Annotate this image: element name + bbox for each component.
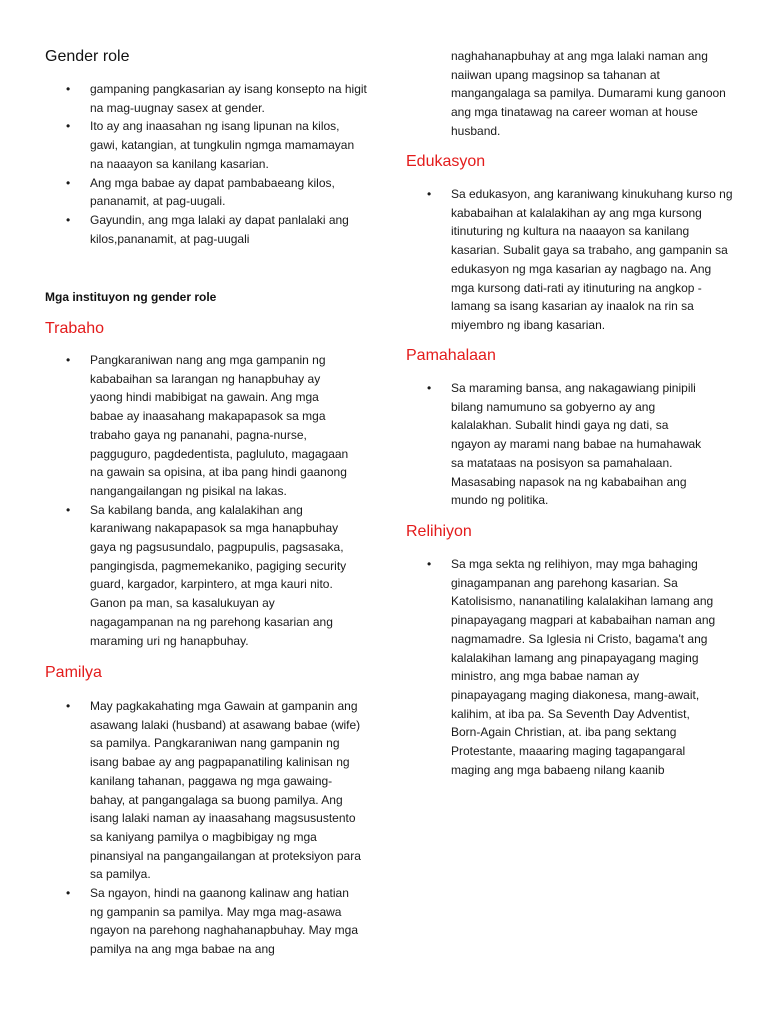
- institutions-heading: Mga instituyon ng gender role: [45, 290, 217, 304]
- bullet-icon: •: [427, 187, 432, 201]
- relihiyon-list: [406, 555, 716, 779]
- bullet-icon: •: [66, 119, 71, 134]
- edukasyon-list: [406, 185, 734, 335]
- bullet-icon: •: [66, 82, 71, 96]
- list-item: • Sa ngayon, hindi na gaanong kalinaw ang hatian ng gampanin sa pamilya. May mga mag-asawa ngayon na parehong naghahanapbuhay. May mga pamilya na ang mga babae na ang: [66, 886, 358, 957]
- relihiyon-heading: Relihiyon: [406, 523, 472, 540]
- pamahalaan-list: [406, 379, 706, 510]
- bullet-icon: •: [66, 699, 71, 713]
- edukasyon-heading: Edukasyon: [406, 153, 486, 170]
- gender-role-list: [45, 80, 367, 248]
- list-item: • Sa mga sekta ng relihiyon, may mga bahaging ginagampanan ang parehong kasarian. Sa Katolisismo, nananatiling kalalakihan lamang ang pinapayagang magpari at kababaihan naman ang nagmamadre. Sa Iglesia ni Cristo, bagama't ang kalalakihan lamang ang pinapayagang maging ministro, ang mga babae naman ay pinapayagang maging diakonesa, mang-await, kalihim, at iba pa. Sa Seventh Day Adventist, Born-Again Christian, at. iba pang sektang Protestante, maaaring maging tagapangaral maging ang mga babaeng nilang kaanib: [427, 557, 716, 777]
- bullet-icon: •: [66, 502, 71, 517]
- trabaho-heading: Trabaho: [45, 320, 104, 337]
- list-item: • gampaning pangkasarian ay isang konsepto na higit na mag-uugnay sasex at gender.: [66, 82, 367, 115]
- continuation-paragraph: naghahanapbuhay at ang mga lalaki naman ang naiiwan upang magsinop sa tahanan at mangangalaga sa pamilya. Dumarami kung ganoon ang mga tinatawag na career woman at house husband.: [451, 49, 726, 138]
- list-item: • Sa edukasyon, ang karaniwang kinukuhang kurso ng kababaihan at kalalakihan ay ang mga kursong itinuturing ng kultura na naaayon sa kanilang kasarian. Subalit gaya sa trabaho, ang gampanin sa edukasyon ng mga kasarian ay nagbago na. Ang mga kursong dati-rati ay itinuturing na angkop -lamang sa isang kasarian ay inaalok na rin sa miyembro ng ibang kasarian.: [427, 187, 733, 332]
- trabaho-list: [45, 351, 355, 650]
- bullet-icon: •: [66, 886, 71, 901]
- bullet-icon: •: [66, 212, 71, 227]
- bullet-icon: •: [427, 381, 432, 395]
- list-item: • May pagkakahating mga Gawain at gampanin ang asawang lalaki (husband) at asawang babae (wife) sa pamilya. Pangkaraniwan nang gampanin ng isang babae ay ang pagpapanatiling kalinisan ng kanilang tahanan, paggawa ng mga gawaing-bahay, at pangangalaga sa buong pamilya. Ang isang lalaki naman ay inaasahang magsusustento sa kaniyang pamilya o magbibigay ng mga pinansiyal na pangangailangan at proteksiyon para sa pamilya.: [66, 699, 361, 882]
- bullet-icon: •: [66, 175, 71, 190]
- list-item: • Ito ay ang inaasahan ng isang lipunan na kilos, gawi, katangian, at tungkulin ngmga mamamayan na naaayon sa kanilang kasarian.: [66, 119, 355, 171]
- bullet-icon: •: [427, 557, 432, 571]
- bullet-icon: •: [66, 353, 71, 367]
- list-item: • Ang mga babae ay dapat pambabaeang kilos, pananamit, at pag-uugali.: [66, 175, 335, 209]
- pamilya-heading: Pamilya: [45, 664, 102, 681]
- list-item: • Gayundin, ang mga lalaki ay dapat panlalaki ang kilos,pananamit, at pag-uugali: [66, 212, 349, 246]
- list-item: • Pangkaraniwan nang ang mga gampanin ng kababaihan sa larangan ng hanapbuhay ay yaong hindi mabibigat na gawain. Ang mga babae ay inaasahang makapapasok sa mga trabaho gaya ng pananahi, pagna-nurse, pagguguro, pagdedentista, pagluluto, magagaan na gawain sa opisina, at iba pang hindi gaanong nangangailangan ng pisikal na lakas.: [66, 353, 349, 498]
- pamahalaan-heading: Pamahalaan: [406, 347, 496, 364]
- list-item: • Sa kabilang banda, ang kalalakihan ang karaniwang nakapapasok sa mga hanapbuhay gaya ng pagsusundalo, pagpupulis, pagsasaka, pangingisda, pagmemekaniko, pagiging security guard, kargador, karpintero, at mga kauri nito. Ganon pa man, sa kasalukuyan ay nagagampanan na ng parehong kasarian ang maraming uri ng hanapbuhay.: [66, 502, 347, 648]
- list-item: • Sa maraming bansa, ang nakagawiang pinipili bilang namumuno sa gobyerno ay ang kalalakhan. Subalit hindi gaya ng dati, sa ngayon ay marami nang babae na humahawak sa matataas na posisyon sa pamahalaan. Masasabing napasok na ng kababaihan ang mundo ng politika.: [427, 381, 702, 508]
- pamilya-list: [45, 697, 363, 959]
- gender-role-title: Gender role: [45, 48, 130, 65]
